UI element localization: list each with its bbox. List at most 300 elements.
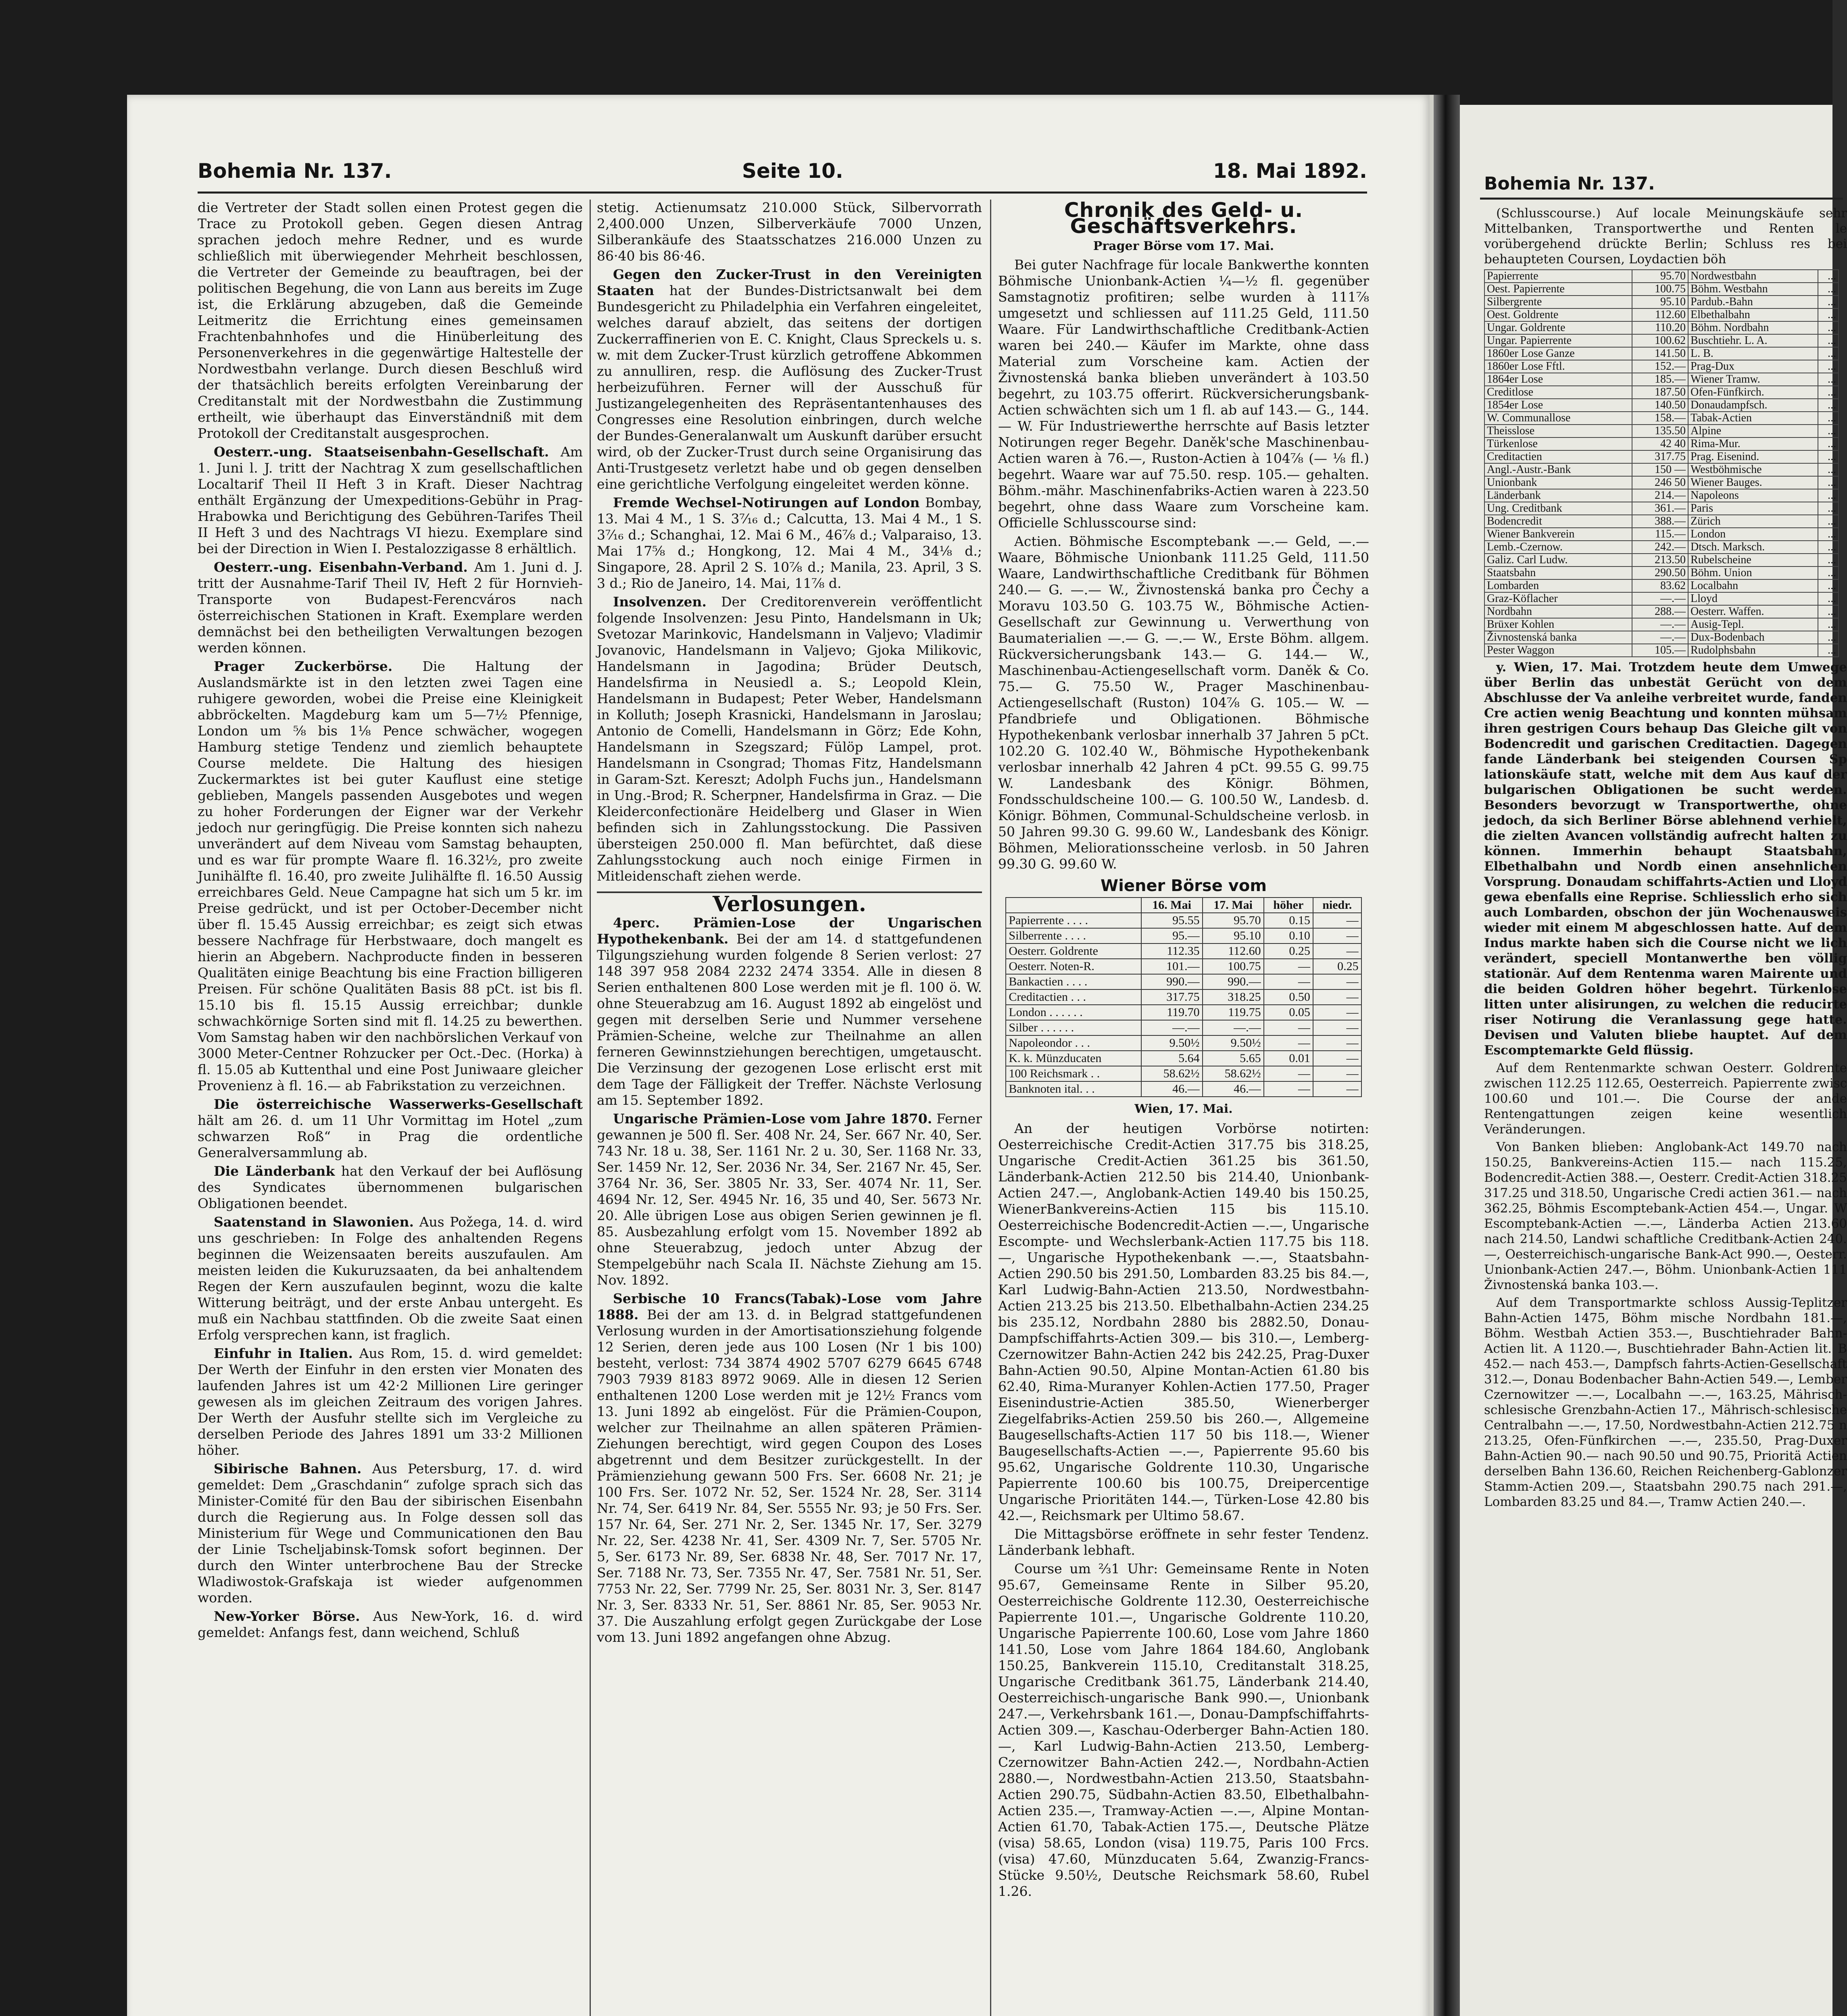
table-cell: —	[1264, 1020, 1313, 1035]
table-row	[1006, 974, 1361, 989]
table-cell: ...	[1818, 360, 1839, 373]
table-row	[1484, 321, 1839, 334]
table-cell: 95.70	[1203, 913, 1264, 928]
table-cell: Rubelscheine	[1688, 554, 1818, 566]
table-header-cell: 16. Mai	[1141, 898, 1203, 913]
article-heading: Einfuhr in Italien.	[214, 1345, 353, 1361]
table-cell: 112.60	[1203, 943, 1264, 959]
table-cell: ...	[1818, 296, 1839, 308]
article-heading: New-Yorker Börse.	[214, 1608, 360, 1624]
table-cell: ...	[1818, 644, 1839, 657]
table-cell: —	[1264, 1081, 1313, 1097]
table-cell: Creditactien . . .	[1006, 989, 1141, 1005]
table-cell: Papierrente	[1484, 270, 1632, 283]
table-cell: 185.—	[1632, 373, 1688, 386]
table-cell: 83.62	[1632, 579, 1688, 592]
table-cell: —	[1313, 943, 1361, 959]
article-text: Bombay, 13. Mai 4 M., 1 S. 3⁷⁄₁₆ d.; Calcutta, 13. Mai 4 M., 1 S. 3⁷⁄₁₆ d.; Schanghai, 12. Mai 6 M., 46⅞ d.; Valparaiso, 13. Mai 17⅝ d.; Hongkong, 12. Mai 4 M., 34⅛ d.; Singapore, 28. April 2 S. 10⅞ d.; Manila, 23. April, 3 S. 3 d.; Rio de Janeiro, 14. Mai, 11⅞ d.	[597, 495, 982, 591]
table-cell: 105.—	[1632, 644, 1688, 657]
section-subtitle: Prager Börse vom 17. Mai.	[1093, 239, 1274, 253]
table-row	[1484, 579, 1839, 592]
table-cell: ...	[1818, 592, 1839, 605]
article-paragraph	[198, 444, 583, 557]
table-cell: Ung. Creditbank	[1484, 502, 1632, 515]
table-header-cell: höher	[1264, 898, 1313, 913]
table-row	[1484, 476, 1839, 489]
table-header-cell: niedr.	[1313, 898, 1361, 913]
table-cell: —	[1313, 928, 1361, 943]
table-cell: W. Communallose	[1484, 412, 1632, 425]
table-cell: 95.55	[1141, 913, 1203, 928]
column-divider-1	[590, 200, 591, 2016]
table-cell: Brüxer Kohlen	[1484, 618, 1632, 631]
table-cell: Oesterr. Waffen.	[1688, 605, 1818, 618]
table-cell: 100 Reichsmark . .	[1006, 1066, 1141, 1081]
newspaper-page-right	[1460, 105, 1847, 2016]
table-cell: Böhm. Nordbahn	[1688, 321, 1818, 334]
article-paragraph	[198, 1096, 583, 1161]
column-1	[198, 200, 583, 2016]
article-text: An der heutigen Vorbörse notirten: Oesterreichische Credit-Actien 317.75 bis 318.25, Ungarische Credit-Actien 361.25 bis 361.50, Länderbank-Actien 212.50 bis 214.40, Unionbank-Actien 247.—, Anglobank-Actien 149.40 bis 150.25, WienerBankvereins-Actien 115 bis 115.10. Oesterreichische Bodencredit-Actien —.—, Ungarische Escompte- und Wechslerbank-Actien 117.75 bis 118.—, Ungarische Hypothekenbank —.—, Staatsbahn-Actien 290.50 bis 291.50, Lombarden 83.25 bis 84.—, Karl Ludwig-Bahn-Actien 213.50, Nordwestbahn-Actien 213.25 bis 213.50. Elbethalbahn-Actien 234.25 bis 235.12, Nordbahn 2880 bis 2882.50, Donau-Dampfschiffahrts-Actien 309.— bis 310.—, Lemberg-Czernowitzer Bahn-Actien 242 bis 242.25, Prag-Duxer Bahn-Actien 90.50, Alpine Montan-Actien 61.80 bis 62.40, Rima-Muranyer Kohlen-Actien 177.50, Prager Eisenindustrie-Actien 385.50, Wienerberger Ziegelfabriks-Actien 259.50 bis 260.—, Allgemeine Baugesellschafts-Actien 117 50 bis 118.—, Wiener Baugesellschafts-Actien —.—, Papierrente 95.60 bis 95.62, Ungarische Goldrente 110.30, Ungarische Papierrente 100.60 bis 100.75, Dreipercentige Ungarische Prioritäten 144.—, Türken-Lose 42.80 bis 42.—, Reichsmark per Ultimo 58.67.	[998, 1120, 1369, 1523]
table-cell: ...	[1818, 579, 1839, 592]
table-cell: 5.65	[1203, 1051, 1264, 1066]
table-cell: Lombarden	[1484, 579, 1632, 592]
table-cell: 1860er Lose Ganze	[1484, 347, 1632, 360]
table-cell: Galiz. Carl Ludw.	[1484, 554, 1632, 566]
article-heading: 4perc. Prämien-Lose der Ungarischen Hypothekenbank.	[597, 915, 982, 947]
table-cell: —	[1313, 1020, 1361, 1035]
table-row	[1484, 631, 1839, 644]
article-paragraph	[198, 1608, 583, 1641]
table-cell: 58.62½	[1203, 1066, 1264, 1081]
table-row	[1484, 489, 1839, 502]
article-paragraph	[198, 1214, 583, 1343]
section-title-chronik: Chronik des Geld- u. Geschäftsverkehrs.	[1064, 198, 1303, 238]
table-row	[1484, 296, 1839, 308]
article-paragraph	[198, 1461, 583, 1606]
table-cell: 119.75	[1203, 1005, 1264, 1020]
table-cell: 242.—	[1632, 541, 1688, 554]
table-cell: Länderbank	[1484, 489, 1632, 502]
table-cell: Rima-Mur.	[1688, 437, 1818, 450]
table-cell: London	[1688, 528, 1818, 541]
header-rule-right	[1480, 198, 1843, 200]
table-cell: ...	[1818, 334, 1839, 347]
table-cell: Böhm. Union	[1688, 566, 1818, 579]
article-text: die Vertreter der Stadt sollen einen Protest gegen die Trace zu Protokoll geben. Gegen diesen Antrag sprachen jedoch mehre Redner, und es wurde schließlich mit überwiegender Mehrheit beschlossen, die Vertreter der Gemeinde zu beauftragen, bei der politischen Begehung, die von Lann aus bereits im Zuge ist, die Erklärung abzugeben, daß die Gemeinde Leitmeritz die Errichtung eines gemeinsamen Frachtenbahnhofes und die Hinüberleitung des Personenverkehres in die gegenwärtige Haltestelle der Nordwestbahn verlange. Durch diesen Beschluß wird der thatsächlich bereits erfolgten Vereinbarung der Creditanstalt mit der Nordwestbahn die Zustimmung ertheilt, wie überhaupt das Einverständniß mit dem Protokoll der Creditanstalt ausgesprochen.	[198, 200, 583, 441]
table-row	[1484, 270, 1839, 283]
table-cell: Donaudampfsch.	[1688, 399, 1818, 412]
table-cell: Wiener Tramw.	[1688, 373, 1818, 386]
table-cell: —	[1313, 1035, 1361, 1051]
table-cell: 141.50	[1632, 347, 1688, 360]
table-cell: ...	[1818, 631, 1839, 644]
table-cell: 361.—	[1632, 502, 1688, 515]
table-cell: ...	[1818, 515, 1839, 528]
table-cell: 115.—	[1632, 528, 1688, 541]
table-cell: —.—	[1632, 618, 1688, 631]
table-cell: Oest. Papierrente	[1484, 283, 1632, 296]
table-body	[1484, 270, 1839, 657]
table-cell: Elbethalbahn	[1688, 308, 1818, 321]
table-cell: Alpine	[1688, 425, 1818, 437]
table-cell: 110.20	[1632, 321, 1688, 334]
wiener-boerse-table	[1005, 897, 1361, 1097]
table-cell: ...	[1818, 618, 1839, 631]
article-heading: Die Länderbank	[214, 1163, 335, 1179]
table-cell: Papierrente . . . .	[1006, 913, 1141, 928]
table-cell: 1854er Lose	[1484, 399, 1632, 412]
table-cell: 152.—	[1632, 360, 1688, 373]
table-cell: —	[1264, 974, 1313, 989]
table-row	[1006, 913, 1361, 928]
table-cell: Prag-Dux	[1688, 360, 1818, 373]
table-cell: Napoleons	[1688, 489, 1818, 502]
table-cell: 1860er Lose Fftl.	[1484, 360, 1632, 373]
table-header-cell: 17. Mai	[1203, 898, 1264, 913]
table-cell: 112.35	[1141, 943, 1203, 959]
table-cell: 246 50	[1632, 476, 1688, 489]
table-cell: 288.—	[1632, 605, 1688, 618]
table-cell: 1864er Lose	[1484, 373, 1632, 386]
table-cell: Türkenlose	[1484, 437, 1632, 450]
table-cell: 58.62½	[1141, 1066, 1203, 1081]
article-heading: Sibirische Bahnen.	[214, 1461, 362, 1477]
table-cell: Prag. Eisenind.	[1688, 450, 1818, 463]
table-cell: Staatsbahn	[1484, 566, 1632, 579]
column-right	[1484, 206, 1847, 2016]
table-cell: 290.50	[1632, 566, 1688, 579]
column-2	[597, 200, 982, 2016]
table-row	[1484, 592, 1839, 605]
table-cell: ...	[1818, 476, 1839, 489]
table-cell: Dux-Bodenbach	[1688, 631, 1818, 644]
table-row	[1006, 1066, 1361, 1081]
article-text: hält am 26. d. um 11 Uhr Vormittag im Hotel „zum schwarzen Roß“ in Prag die ordentliche Generalversammlung ab.	[198, 1112, 583, 1160]
table-cell: 140.50	[1632, 399, 1688, 412]
table-cell: 112.60	[1632, 308, 1688, 321]
table-cell: ...	[1818, 347, 1839, 360]
table-header-cell	[1006, 898, 1141, 913]
table-cell: 0.01	[1264, 1051, 1313, 1066]
table-cell: Pester Waggon	[1484, 644, 1632, 657]
table-cell: ...	[1818, 605, 1839, 618]
table-cell: —	[1313, 974, 1361, 989]
table-cell: ...	[1818, 321, 1839, 334]
article-text: (Schlusscourse.) Auf locale Meinungskäufe sehr Mittelbanken, Transportwerthe und Renten le vorübergehend drückte Berlin; Schluss res bei behaupteten Coursen, Loydactien böh	[1484, 206, 1847, 267]
table-cell: 388.—	[1632, 515, 1688, 528]
table-cell: 101.—	[1141, 959, 1203, 974]
table-cell: Ungar. Papierrente	[1484, 334, 1632, 347]
article-paragraph	[597, 594, 982, 884]
article-text: Die Haltung der Auslandsmärkte ist in den letzten zwei Tagen eine ruhigere geworden, wobei die Preise eine Kleinigkeit abbröckelten. Magdeburg kam um 5—7½ Pfennige, London um ⅝ bis 1⅛ Pence schwächer, wogegen Hamburg stetige Tendenz und ziemlich behauptete Course meldete. Die Haltung des hiesigen Zuckermarktes ist bei guter Kauflust eine stetige geblieben, Mangels passenden Ausgebotes und wegen zu hoher Forderungen der Eigner war der Verkehr jedoch nur geringfügig. Die Preise konnten sich nahezu unverändert auf dem Niveau vom Samstag behaupten, und es war für prompte Waare fl. 16.32½, pro zweite Junihälfte fl. 16.40, pro zweite Julihälfte fl. 16.50 Aussig erreichbares Geld. Neue Campagne hat sich um 5 kr. im Preise gedrückt, und ist per October-December nicht über fl. 15.45 Aussig erreichbar; es zeigt sich etwas bessere Nachfrage für Herbstwaare, doch mangelt es hierin an Abgebern. Nachproducte finden in besseren Qualitäten einige Beachtung bis eine Fraction billigeren Preisen. Für schöne Qualitäten Basis 88 pCt. ist bis fl. 15.10 bis fl. 15.15 Aussig erreichbar; dunkle schwachkörnige Sorten sind mit fl. 14.25 zu bewerthen. Vom Samstag haben wir den nachbörslichen Verkauf von 3000 Meter-Centner Rohzucker per Oct.-Dec. (Horka) à fl. 15.05 ab Kuttenthal und eine Post Juniwaare gleicher Provenienz à fl. 16.— ab Fabrikstation zu verzeichnen.	[198, 658, 583, 1093]
article-heading: Fremde Wechsel-Notirungen auf London	[613, 495, 920, 510]
table-cell: ...	[1818, 386, 1839, 399]
table-row	[1006, 1051, 1361, 1066]
article-text: Die Mittagsbörse eröffnete in sehr fester Tendenz. Länderbank lebhaft.	[998, 1526, 1369, 1558]
masthead-title: Bohemia Nr. 137.	[198, 159, 392, 183]
table-cell: Silber . . . . . .	[1006, 1020, 1141, 1035]
table-cell: 0.15	[1264, 913, 1313, 928]
table-cell: Oest. Goldrente	[1484, 308, 1632, 321]
table-cell: 317.75	[1632, 450, 1688, 463]
table-cell: ...	[1818, 450, 1839, 463]
table-cell: 95.—	[1141, 928, 1203, 943]
table-cell: 0.10	[1264, 928, 1313, 943]
table-cell: 187.50	[1632, 386, 1688, 399]
table-row	[1484, 528, 1839, 541]
table-cell: Böhm. Westbahn	[1688, 283, 1818, 296]
table-row	[1484, 360, 1839, 373]
table-row	[1484, 437, 1839, 450]
table-cell: 135.50	[1632, 425, 1688, 437]
table-cell: ...	[1818, 399, 1839, 412]
table-cell: ...	[1818, 270, 1839, 283]
table-row	[1484, 515, 1839, 528]
table-cell: 150 —	[1632, 463, 1688, 476]
table-cell: ...	[1818, 437, 1839, 450]
table-cell: Angl.-Austr.-Bank	[1484, 463, 1632, 476]
table-cell: L. B.	[1688, 347, 1818, 360]
article-paragraph	[198, 1345, 583, 1458]
article-paragraph	[198, 1163, 583, 1212]
table-row	[1006, 943, 1361, 959]
article-paragraph	[198, 559, 583, 656]
article-heading: Ungarische Prämien-Lose vom Jahre 1870.	[613, 1111, 932, 1127]
table-row	[1484, 644, 1839, 657]
table-cell: Wiener Bauges.	[1688, 476, 1818, 489]
article-text: stetig. Actienumsatz 210.000 Stück, Silbervorrath 2,400.000 Unzen, Silberverkäufe 7000 Unzen, Silberankäufe des Staatsschatzes 216.000 Unzen zu 86·40 bis 86·46.	[597, 200, 982, 264]
article-text: Von Banken blieben: Anglobank-Act 149.70 nach 150.25, Bankvereins-Actien 115.— nach 115.25, Bodencredit-Actien 388.—, Oesterr. Credit-Actien 318.25 317.25 und 318.50, Ungarische Credi actien 361.— nach 362.25, Böhmis Escomptebank-Actien 454.—, Ungar. W Escomptebank-Actien —.—, Länderba Actien 213.60 nach 214.50, Landwi schaftliche Creditbank-Actien 240.—, Oesterreichisch-ungarische Bank-Act 990.—, Oesterr. Unionbank-Actien 247.—, Böhm. Unionbank-Actien 111 Živnostenská banka 103.—.	[1484, 1140, 1847, 1292]
article-text: Am 1. Juni l. J. tritt der Nachtrag X zum gesellschaftlichen Localtarif Theil II Heft 3 in Kraft. Dieser Nachtrag enthält Ergänzung der Umexpeditions-Gebühr in Prag-Hrabowka und Berichtigung des Gebühren-Tarifes Theil II Heft 3 und des Nachtrags VI hiezu. Exemplare sind bei der Direction in Wien I. Pestalozzigasse 8 erhältlich.	[198, 444, 583, 556]
header-rule	[198, 192, 1367, 194]
table-cell: 318.25	[1203, 989, 1264, 1005]
table-cell: Creditactien	[1484, 450, 1632, 463]
table-row	[1006, 959, 1361, 974]
table-cell: Silbergrente	[1484, 296, 1632, 308]
table-cell: —.—	[1203, 1020, 1264, 1035]
table-cell: Theisslose	[1484, 425, 1632, 437]
article-text: Bei guter Nachfrage für locale Bankwerthe konnten Böhmische Unionbank-Actien ¼—½ fl. gegenüber Samstagnotiz profitiren; selbe wurden à 111⅞ umgesetzt und schliessen auf 111.25 Geld, 111.50 Waare. Für Landwirthschaftliche Creditbank-Actien waren bei 240.— Käufer im Markte, ohne dass Material zum Vorscheine kam. Actien der Živnostenská banka blieben unverändert à 103.50 begehrt, zu 103.75 offerirt. Rückversicherungsbank-Actien schwächten sich um 1 fl. ab auf 143.— G., 144.— W. Für Industriewerthe herrschte auf Basis letzter Notirungen reger Begehr. Daněk'sche Maschinenbau-Actien waren à 76.—, Ruston-Actien à 104⅞ (— ⅛ fl.) begehrt. Waare war auf 75.50. resp. 105.— gehalten. Böhm.-mähr. Maschinenfabriks-Actien waren à 223.50 begehrt, ohne dass Waare zum Vorscheine kam. Officielle Schlusscourse sind:	[998, 257, 1369, 531]
table-row	[1006, 1005, 1361, 1020]
table-row	[1484, 412, 1839, 425]
table-cell: ...	[1818, 425, 1839, 437]
article-text: Course um ⅔1 Uhr: Gemeinsame Rente in Noten 95.67, Gemeinsame Rente in Silber 95.20, Oesterreichische Goldrente 112.30, Oesterreichische Papierrente 101.—, Ungarische Goldrente 110.20, Ungarische Papierrente 100.60, Lose vom Jahre 1860 141.50, Lose vom Jahre 1864 184.60, Anglobank 150.25, Bankverein 115.10, Creditanstalt 318.25, Ungarische Creditbank 361.75, Länderbank 214.40, Oesterreichisch-ungarische Bank 990.—, Unionbank 247.—, Verkehrsbank 161.—, Donau-Dampfschiffahrts-Actien 309.—, Kaschau-Oderberger Bahn-Actien 180.—, Karl Ludwig-Bahn-Actien 213.50, Lemberg-Czernowitzer Bahn-Actien 242.—, Nordbahn-Actien 2880.—, Nordwestbahn-Actien 213.50, Staatsbahn-Actien 290.75, Südbahn-Actien 83.50, Elbethalbahn-Actien 235.—, Tramway-Actien —.—, Alpine Montan-Actien 61.70, Tabak-Actien 175.—, Deutsche Plätze (visa) 58.65, London (visa) 119.75, Paris 100 Frcs. (visa) 47.60, Münzducaten 5.64, Zwanzig-Francs-Stücke 9.50½, Deutsche Reichsmark 58.60, Rubel 1.26.	[998, 1561, 1369, 1899]
table-cell: —	[1313, 1081, 1361, 1097]
table-cell: Wiener Bankverein	[1484, 528, 1632, 541]
table-cell: ...	[1818, 541, 1839, 554]
table-cell: —	[1313, 913, 1361, 928]
table-title: Wiener Börse vom	[1100, 877, 1267, 895]
section-title-verlosungen: Verlosungen.	[597, 891, 982, 912]
article-text: Actien. Böhmische Escomptebank —.— Geld, —.— Waare, Böhmische Unionbank 111.25 Geld, 111.50 Waare, Landwirthschaftliche Creditbank für Böhmen 240.— G. —.— W., Živnostenská banka pro Čechy a Moravu 103.50 G. 103.75 W., Böhmische Actien-Gesellschaft zur Gewinnung u. Verwerthung von Baumaterialien —.— G. —.— W., Erste Böhm. allgem. Rückversicherungsbank 143.— G. 144.— W., Maschinenbau-Actiengesellschaft vorm. Daněk & Co. 75.— G. 75.50 W., Prager Maschinenbau-Actiengesellschaft (Ruston) 104⅞ G. 105.— W. — Pfandbriefe und Obligationen. Böhmische Hypothekenbank verlosbar innerhalb 37 Jahren 5 pCt. 102.20 G. 102.40 W., Böhmische Hypothekenbank verlosbar innerhalb 42 Jahren 4 pCt. 99.55 G. 99.75 W. Landesbank des Königr. Böhmen, Fondsschuldscheine 100.— G. 100.50 W., Landesb. d. Königr. Böhmen, Communal-Schuldscheine verlosb. in 50 Jahren 99.30 G. 99.60 W., Landesbank des Königr. Böhmen, Meliorationsscheine verlosb. in 50 Jahren 99.30 G. 99.60 W.	[998, 533, 1369, 872]
table-cell: 0.25	[1313, 959, 1361, 974]
article-heading: Saatenstand in Slawonien.	[214, 1214, 414, 1230]
table-cell: Tabak-Actien	[1688, 412, 1818, 425]
table-cell: Lemb.-Czernow.	[1484, 541, 1632, 554]
table-row	[1006, 1081, 1361, 1097]
table-cell: —	[1313, 1005, 1361, 1020]
table-row	[1484, 425, 1839, 437]
table-row	[1484, 541, 1839, 554]
table-cell: ...	[1818, 566, 1839, 579]
table-cell: Bodencredit	[1484, 515, 1632, 528]
column-divider-2	[990, 200, 991, 2016]
table-cell: 990.—	[1141, 974, 1203, 989]
article-paragraph	[597, 495, 982, 591]
table-cell: Lloyd	[1688, 592, 1818, 605]
table-cell: Napoleondor . . .	[1006, 1035, 1141, 1051]
article-paragraph	[597, 267, 982, 492]
table-cell: ...	[1818, 373, 1839, 386]
table-cell: Pardub.-Bahn	[1688, 296, 1818, 308]
article-text: Auf dem Rentenmarkte schwan Oesterr. Goldrente zwischen 112.25 112.65, Oesterreich. Papierrente zwisc 100.60 und 101.—. Die Course der ande Rentengattungen zeigen keine wesentlich Veränderungen.	[1484, 1061, 1847, 1137]
table-row	[1484, 554, 1839, 566]
table-cell: Ungar. Goldrente	[1484, 321, 1632, 334]
table-cell: Rudolphsbahn	[1688, 644, 1818, 657]
table-cell: 0.50	[1264, 989, 1313, 1005]
article-heading: Die österreichische Wasserwerks-Gesellschaft	[214, 1096, 583, 1112]
table-row	[1484, 386, 1839, 399]
table-cell: ...	[1818, 283, 1839, 296]
table-cell: 100.75	[1203, 959, 1264, 974]
table-cell: 95.10	[1632, 296, 1688, 308]
table-cell: Creditlose	[1484, 386, 1632, 399]
table-cell: Zürich	[1688, 515, 1818, 528]
table-cell: Unionbank	[1484, 476, 1632, 489]
article-paragraph	[198, 658, 583, 1094]
table-cell: 95.70	[1632, 270, 1688, 283]
table-cell: Oesterr. Goldrente	[1006, 943, 1141, 959]
article-heading: Insolvenzen.	[613, 594, 707, 610]
table-cell: 990.—	[1203, 974, 1264, 989]
article-text: Aus Rom, 15. d. wird gemeldet: Der Werth der Einfuhr in den ersten vier Monaten des laufenden Jahres ist um 42·2 Millionen Lire geringer gewesen als im gleichen Zeitraum des vorigen Jahres. Der Werth der Ausfuhr stellte sich im Vergleiche zu derselben Periode des Jahres 1891 um 33·2 Millionen höher.	[198, 1345, 583, 1458]
table-cell: Buschtiehr. L. A.	[1688, 334, 1818, 347]
article-text: y. Wien, 17. Mai. Trotzdem heute dem Umwege über Berlin das unbestät Gerücht von dem Abschlusse der Va anleihe verbreitet wurde, fanden Cre actien wenig Beachtung und konnten mühsam ihren gestrigen Cours behaup Das Gleiche gilt von Bodencredit und garischen Creditactien. Dagegen fande Länderbank bei steigenden Coursen Sp lationskäufe statt, welche mit dem Aus kauf der bulgarischen Obligationen be sucht werden. Besonders bevorzugt w Transportwerthe, ohne jedoch, da sich Berliner Börse ablehnend verhielt, die zielten Avancen vollständig aufrecht halten zu können. Immerhin behaupt Staatsbahn, Elbethalbahn und Nordb einen ansehnlichen Vorsprung. Donaudam schiffahrts-Actien und Lloyd gewa ebenfalls eine Reprise. Schliesslich erho sich auch Lombarden, obschon der jün Wochenausweis wieder mit einem M abgeschlossen hatte. Auf dem Indus markte haben sich die Course nicht we lich verändert, speciell Montanwerthe ben völlig stationär. Auf dem Rentenma waren Mairente und die beiden Goldren höher begehrt. Türkenlose litten unter alisirungen, zu welchen die reducirte riser Notirung die Veranlassung gege hatte. Devisen und Valuten bliebe hauptet. Auf dem Escomptemarkte Geld flüssig.	[1484, 660, 1847, 1058]
schlusscourse-table	[1484, 269, 1839, 657]
table-row	[1484, 566, 1839, 579]
table-cell: Silberrente . . . .	[1006, 928, 1141, 943]
table-cell: 9.50½	[1141, 1035, 1203, 1051]
article-heading: Gegen den Zucker-Trust in den Vereinigten Staaten	[597, 267, 982, 298]
table-row	[1484, 308, 1839, 321]
article-paragraph	[597, 915, 982, 1108]
table-row	[1484, 334, 1839, 347]
page-gutter	[1434, 95, 1460, 2016]
table-cell: 42 40	[1632, 437, 1688, 450]
article-text: hat der Bundes-Districtsanwalt bei dem Bundesgericht zu Philadelphia ein Verfahren eingeleitet, welches darauf abzielt, das seitens der dortigen Zuckerraffinerien von E. C. Knight, Claus Spreckels u. s. w. mit dem Zucker-Trust kürzlich getroffene Abkommen zu annulliren, resp. die Auflösung des Zucker-Trust herbeizuführen. Ferner will der Ausschuß für Justizangelegenheiten des Repräsentantenhauses des Congresses eine Resolution einbringen, durch welche der Bundes-Generalanwalt um Auskunft darüber ersucht wird, ob der Zucker-Trust durch seine Organisirung das Anti-Trustgesetz verletzt habe und ob gegen denselben eine gerichtliche Verfolgung eingeleitet werden könne.	[597, 283, 982, 492]
table-cell: K. k. Münzducaten	[1006, 1051, 1141, 1066]
table-row	[1484, 283, 1839, 296]
article-text: Der Creditorenverein veröffentlicht folgende Insolvenzen: Jesu Pinto, Handelsmann in Uk; Svetozar Marinkovic, Handelsmann in Valjevo; Vladimir Jovanovic, Handelsmann in Valjevo; Gjoka Milikovic, Handelsmann in Jagodina; Brüder Deutsch, Handelsfirma in Neusiedl a. S.; Leopold Klein, Handelsmann in Budapest; Peter Weber, Handelsmann in Kolluth; Joseph Krasnicki, Handelsmann in Jaroslau; Antonio de Comelli, Handelsmann in Görz; Ede Kohn, Handelsmann in Szegszard; Fülöp Lampel, prot. Handelsmann in Csongrad; Thomas Fitz, Handelsmann in Garam-Szt. Kereszt; Adolph Fuchs jun., Handelsmann in Ung.-Brod; R. Scherpner, Handelsfirma in Graz. — Die Kleiderconfectionäre Heidelberg und Glaser in Wien befinden sich in Zahlungsstockung. Die Passiven übersteigen 250.000 fl. Man befürchtet, daß diese Zahlungsstockung auch noch einige Firmen in Mitleidenschaft ziehen werde.	[597, 594, 982, 884]
table-row	[1006, 1020, 1361, 1035]
table-cell: Nordwestbahn	[1688, 270, 1818, 283]
article-heading: Serbische 10 Francs(Tabak)-Lose vom Jahre 1888.	[597, 1291, 982, 1322]
table-cell: 5.64	[1141, 1051, 1203, 1066]
table-row	[1484, 618, 1839, 631]
table-cell: Dtsch. Marksch.	[1688, 541, 1818, 554]
issue-date: 18. Mai 1892.	[1213, 159, 1367, 183]
table-cell: London . . . . . .	[1006, 1005, 1141, 1020]
table-cell: 100.62	[1632, 334, 1688, 347]
table-cell: Westböhmische	[1688, 463, 1818, 476]
table-row	[1484, 502, 1839, 515]
table-cell: 46.—	[1203, 1081, 1264, 1097]
table-cell: —	[1264, 1066, 1313, 1081]
article-text: hat den Verkauf der bei Auflösung des Syndicates übernommenen bulgarischen Obligationen beendet.	[198, 1163, 583, 1211]
table-cell: Ofen-Fünfkirch.	[1688, 386, 1818, 399]
table-cell: Banknoten ital. . .	[1006, 1081, 1141, 1097]
masthead-title-right: Bohemia Nr. 137.	[1484, 173, 1655, 194]
table-cell: Paris	[1688, 502, 1818, 515]
table-cell: 0.25	[1264, 943, 1313, 959]
article-paragraph	[597, 1291, 982, 1645]
table-cell: Localbahn	[1688, 579, 1818, 592]
wien-dateline: Wien, 17. Mai.	[1134, 1102, 1233, 1116]
table-cell: Oesterr. Noten-R.	[1006, 959, 1141, 974]
table-cell: 0.05	[1264, 1005, 1313, 1020]
article-text: Aus New-York, 16. d. wird gemeldet: Anfangs fest, dann weichend, Schluß	[198, 1608, 583, 1640]
table-row	[1484, 605, 1839, 618]
table-body	[1006, 913, 1361, 1097]
article-text: Ferner gewannen je 500 fl. Ser. 408 Nr. 24, Ser. 667 Nr. 40, Ser. 743 Nr. 18 u. 38, Ser. 1161 Nr. 2 u. 30, Ser. 1168 Nr. 33, Ser. 1459 Nr. 12, Ser. 2036 Nr. 34, Ser. 2167 Nr. 45, Ser. 3764 Nr. 36, Ser. 3805 Nr. 33, Ser. 4074 Nr. 11, Ser. 4694 Nr. 12, Ser. 4945 Nr. 16, 35 und 40, Ser. 5673 Nr. 20. Alle übrigen Lose aus obigen Serien gewinnen je fl. 85. Ausbezahlung erfolgt vom 15. November 1892 ab ohne Steuerabzug, jedoch unter Abzug der Stempelgebühr nach Scala II. Nächste Ziehung am 15. Nov. 1892.	[597, 1111, 982, 1288]
table-cell: —.—	[1141, 1020, 1203, 1035]
table-cell: Graz-Köflacher	[1484, 592, 1632, 605]
article-heading: Oesterr.-ung. Eisenbahn-Verband.	[214, 559, 468, 575]
table-cell: —	[1313, 1066, 1361, 1081]
table-cell: —	[1264, 1035, 1313, 1051]
table-row	[1484, 347, 1839, 360]
table-cell: —	[1264, 959, 1313, 974]
table-row	[1484, 399, 1839, 412]
table-cell: ...	[1818, 308, 1839, 321]
table-cell: —	[1313, 1051, 1361, 1066]
table-cell: Ausig-Tepl.	[1688, 618, 1818, 631]
newspaper-page-left	[127, 95, 1434, 2016]
table-row	[1484, 450, 1839, 463]
table-cell: 158.—	[1632, 412, 1688, 425]
table-cell: ...	[1818, 412, 1839, 425]
table-cell: ...	[1818, 554, 1839, 566]
table-row	[1006, 928, 1361, 943]
table-cell: 214.—	[1632, 489, 1688, 502]
article-paragraph	[597, 1111, 982, 1288]
article-text: Bei der am 13. d. in Belgrad stattgefundenen Verlosung wurden in der Amortisationsziehung folgende 12 Serien, deren jede aus 100 Losen (Nr 1 bis 100) besteht, verlost: 734 3874 4902 5707 6279 6645 6748 7903 7939 8183 8972 9069. Alle in diesen 12 Serien enthaltenen 1200 Lose werden mit je 12½ Francs vom 13. Juni 1892 ab eingelöst. Für die Prämien-Coupon, welcher zur Theilnahme an allen späteren Prämien-Ziehungen berechtigt, wird gegen Coupon des Loses abgetrennt und dem Besitzer zurückgestellt. In der Prämienziehung gewann 500 Frs. Ser. 6608 Nr. 21; je 100 Frs. Ser. 1072 Nr. 52, Ser. 1524 Nr. 28, Ser. 3114 Nr. 74, Ser. 6419 Nr. 84, Ser. 5555 Nr. 93; je 50 Frs. Ser. 157 Nr. 64, Ser. 271 Nr. 2, Ser. 1345 Nr. 17, Ser. 3279 Nr. 22, Ser. 4238 Nr. 41, Ser. 4309 Nr. 7, Ser. 5705 Nr. 5, Ser. 6173 Nr. 89, Ser. 6838 Nr. 48, Ser. 7017 Nr. 17, Ser. 7188 Nr. 73, Ser. 7355 Nr. 47, Ser. 7581 Nr. 51, Ser. 7753 Nr. 22, Ser. 7799 Nr. 25, Ser. 8031 Nr. 3, Ser. 8147 Nr. 3, Ser. 8333 Nr. 51, Ser. 8861 Nr. 85, Ser. 9053 Nr. 37. Die Auszahlung erfolgt gegen Zurückgabe der Lose vom 13. Juni 1892 angefangen ohne Abzug.	[597, 1307, 982, 1645]
table-cell: ...	[1818, 489, 1839, 502]
table-cell: —	[1313, 989, 1361, 1005]
table-cell: Živnostenská banka	[1484, 631, 1632, 644]
column-3	[998, 200, 1369, 2016]
table-cell: 213.50	[1632, 554, 1688, 566]
table-cell: ...	[1818, 463, 1839, 476]
article-text: Aus Petersburg, 17. d. wird gemeldet: Dem „Graschdanin“ zufolge sprach sich das Minister-Comité für den Bau der sibirischen Eisenbahn durch die Regierung aus. In Folge dessen soll das Ministerium für Wege und Communicationen den Bau der Linie Tscheljabinsk-Tomsk sofort beginnen. Der durch den Winter unterbrochene Bau der Strecke Wladiwostok-Grafskaja ist wieder aufgenommen worden.	[198, 1461, 583, 1606]
table-cell: 46.—	[1141, 1081, 1203, 1097]
article-text: Aus Požega, 14. d. wird uns geschrieben: In Folge des anhaltenden Regens beginnen die Weizensaaten bereits auszufaulen. Am meisten leiden die Kukuruzsaaten, da bei anhaltendem Regen der Kern auszufaulen beginnt, wozu die kalte Witterung beiträgt, und der erste Anbau untergeht. Es muß ein Nachbau stattfinden. Ob die zweite Saat einen Erfolg versprechen kann, ist fraglich.	[198, 1214, 583, 1343]
table-row	[1006, 1035, 1361, 1051]
table-cell: 119.70	[1141, 1005, 1203, 1020]
table-cell: 9.50½	[1203, 1035, 1264, 1051]
table-cell: 95.10	[1203, 928, 1264, 943]
table-cell: ...	[1818, 528, 1839, 541]
table-row	[1484, 463, 1839, 476]
table-header-row	[1006, 898, 1361, 913]
table-cell: —.—	[1632, 592, 1688, 605]
table-cell: 100.75	[1632, 283, 1688, 296]
table-cell: Nordbahn	[1484, 605, 1632, 618]
table-cell: ...	[1818, 502, 1839, 515]
article-text: Am 1. Juni d. J. tritt der Ausnahme-Tarif Theil IV, Heft 2 für Hornvieh-Transporte von Budapest-Ferencváros nach österreichischen Stationen in Kraft. Exemplare werden demnächst bei den betheiligten Verwaltungen bezogen werden können.	[198, 559, 583, 656]
article-heading: Oesterr.-ung. Staatseisenbahn-Gesellschaft.	[214, 444, 549, 460]
